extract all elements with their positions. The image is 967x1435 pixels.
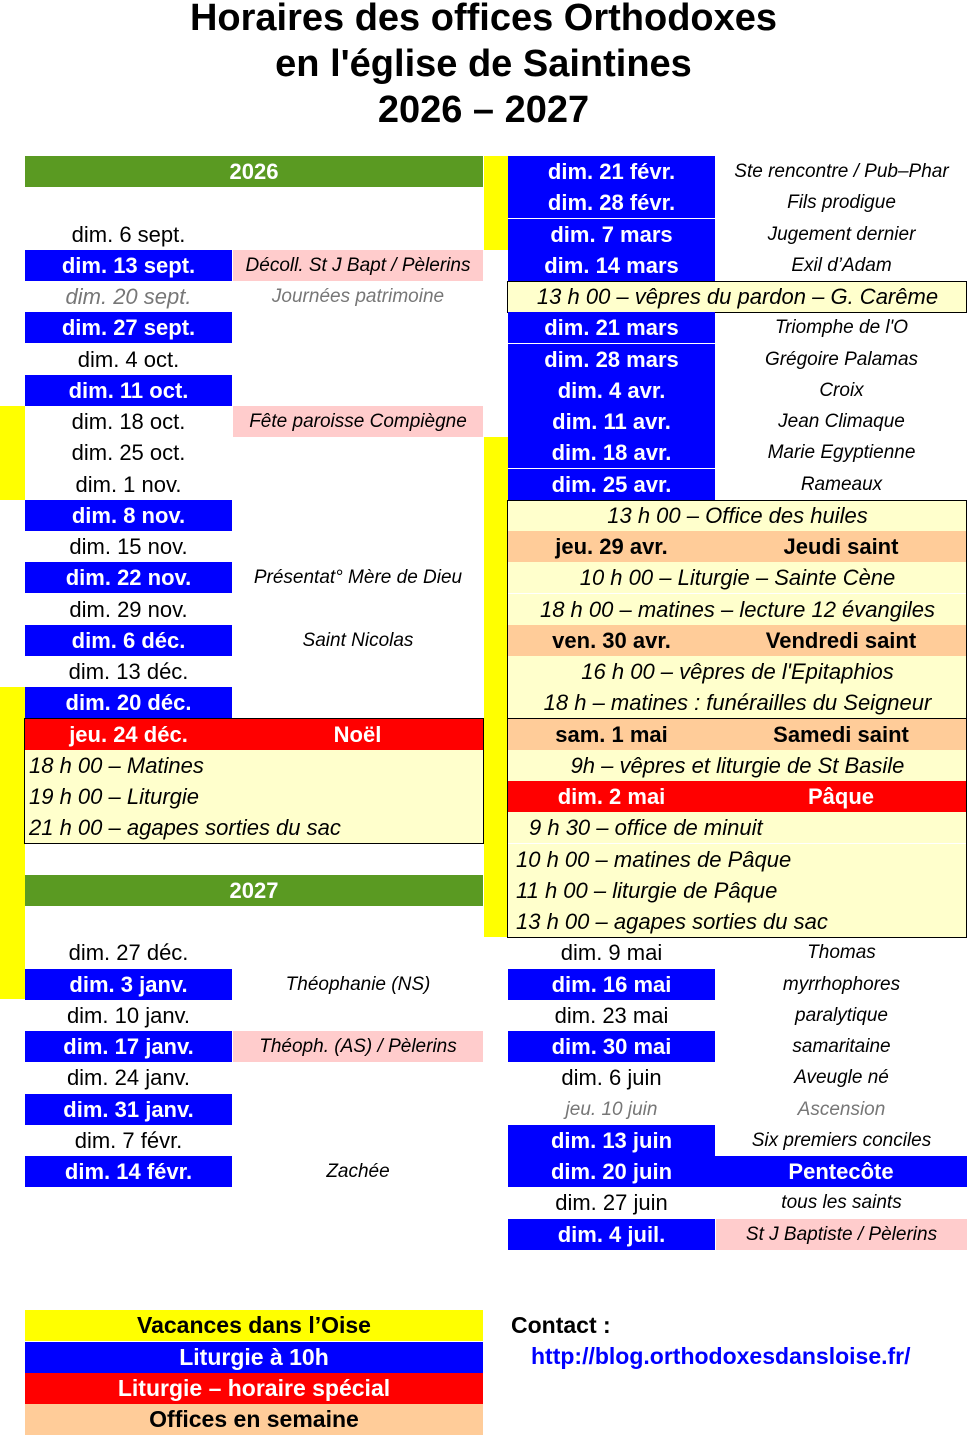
holiday-bar	[484, 156, 508, 250]
holiday-bar	[0, 687, 25, 999]
page-title	[0, 0, 967, 133]
holy-saturday-name: Samedi saint	[715, 719, 967, 750]
date-cell: dim. 13 sept.	[25, 250, 232, 281]
christmas-line: 19 h 00 – Liturgie	[25, 781, 483, 812]
event-cell: Marie Egyptienne	[767, 442, 916, 463]
date-cell: dim. 10 janv.	[66, 1003, 191, 1028]
date-cell: dim. 25 avr.	[508, 469, 715, 500]
date-cell: dim. 18 avr.	[508, 437, 715, 468]
date-cell: dim. 11 oct.	[25, 375, 232, 406]
date-cell: dim. 28 mars	[508, 344, 715, 375]
date-cell: dim. 27 juin	[555, 1190, 668, 1215]
date-cell: dim. 25 oct.	[71, 440, 186, 465]
title-line-2: en l'église de Saintines	[275, 43, 692, 85]
easter-line: 10 h 00 – matines de Pâque	[508, 844, 967, 875]
date-cell: dim. 13 juin	[508, 1125, 715, 1156]
holy-week-line: 10 h 00 – Liturgie – Sainte Cène	[508, 562, 967, 593]
date-cell: dim. 27 déc.	[68, 940, 189, 965]
date-cell: dim. 6 juin	[561, 1065, 662, 1090]
date-cell: dim. 6 déc.	[25, 625, 232, 656]
christmas-line: 18 h 00 – Matines	[25, 750, 483, 781]
date-cell: dim. 7 mars	[508, 219, 715, 250]
holy-week-line: 16 h 00 – vêpres de l'Epitaphios	[508, 656, 967, 687]
date-cell: dim. 21 févr.	[508, 156, 715, 187]
event-cell: Ascension	[797, 1099, 886, 1120]
event-cell: Saint Nicolas	[302, 630, 414, 651]
contact-label: Contact :	[511, 1312, 611, 1338]
date-cell: dim. 24 janv.	[66, 1065, 191, 1090]
date-cell: dim. 20 sept.	[65, 284, 192, 309]
christmas-feast: Noël	[232, 719, 483, 750]
contact-link[interactable]: http://blog.orthodoxesdansloise.fr/	[531, 1343, 911, 1369]
event-cell: St J Baptiste / Pèlerins	[716, 1219, 967, 1250]
date-cell: jeu. 10 juin	[565, 1099, 658, 1120]
easter-line: 9 h 30 – office de minuit	[508, 812, 967, 843]
date-cell: dim. 1 nov.	[75, 472, 182, 497]
event-cell: Thomas	[807, 942, 876, 963]
date-cell: dim. 7 févr.	[74, 1128, 183, 1153]
date-cell: dim. 8 nov.	[25, 500, 232, 531]
title-line-3: 2026 – 2027	[377, 89, 590, 131]
christmas-line: 21 h 00 – agapes sorties du sac	[25, 812, 483, 843]
legend-weekday: Offices en semaine	[25, 1404, 483, 1435]
event-cell: Ste rencontre / Pub–Phar	[734, 161, 949, 182]
date-cell: dim. 15 nov.	[69, 534, 188, 559]
date-cell: dim. 20 déc.	[25, 687, 232, 718]
date-cell: dim. 4 avr.	[508, 375, 715, 406]
event-cell: Aveugle né	[794, 1067, 889, 1088]
holy-week-line: 9h – vêpres et liturgie de St Basile	[508, 750, 967, 781]
event-cell: Fils prodigue	[787, 192, 896, 213]
event-cell: Six premiers conciles	[751, 1130, 932, 1151]
event-cell: Jean Climaque	[778, 411, 905, 432]
year-header-2026: 2026	[25, 156, 483, 187]
holy-thursday-date: jeu. 29 avr.	[508, 531, 715, 562]
holy-friday-name: Vendredi saint	[715, 625, 967, 656]
date-cell: dim. 9 mai	[560, 940, 663, 965]
event-cell: Théophanie (NS)	[285, 974, 431, 995]
easter-line: 13 h 00 – agapes sorties du sac	[508, 906, 967, 937]
date-cell: dim. 4 juil.	[508, 1219, 715, 1250]
date-cell: dim. 21 mars	[508, 312, 715, 343]
easter-name: Pâque	[715, 781, 967, 812]
office-huiles: 13 h 00 – Office des huiles	[508, 500, 967, 531]
date-cell: dim. 4 oct.	[77, 347, 180, 372]
event-cell: paralytique	[795, 1005, 888, 1026]
title-line-1: Horaires des offices Orthodoxes	[189, 0, 778, 39]
date-cell: dim. 17 janv.	[25, 1031, 232, 1062]
event-cell: samaritaine	[792, 1036, 891, 1057]
event-cell: Triomphe de l'O	[774, 317, 909, 338]
easter-date: dim. 2 mai	[508, 781, 715, 812]
event-cell: Théoph. (AS) / Pèlerins	[233, 1031, 483, 1062]
date-cell: dim. 18 oct.	[71, 409, 186, 434]
christmas-date: jeu. 24 déc.	[25, 719, 232, 750]
holiday-bar	[0, 406, 25, 500]
date-cell: dim. 14 mars	[508, 250, 715, 281]
date-cell: dim. 31 janv.	[25, 1094, 232, 1125]
date-cell: dim. 23 mai	[554, 1003, 669, 1028]
event-cell: Zachée	[326, 1161, 390, 1182]
date-cell: dim. 3 janv.	[25, 969, 232, 1000]
event-cell: Exil d’Adam	[791, 255, 892, 276]
event-cell: Présentat° Mère de Dieu	[253, 567, 463, 588]
legend-holidays: Vacances dans l’Oise	[25, 1310, 483, 1341]
event-cell: Décoll. St J Bapt / Pèlerins	[233, 250, 483, 281]
date-cell: dim. 14 févr.	[25, 1156, 232, 1187]
event-cell: Fête paroisse Compiègne	[233, 406, 483, 437]
date-cell: dim. 30 mai	[508, 1031, 715, 1062]
pardon-vespers: 13 h 00 – vêpres du pardon – G. Carême	[508, 281, 967, 312]
date-cell: dim. 29 nov.	[69, 597, 188, 622]
event-cell: Croix	[819, 380, 864, 401]
date-cell: dim. 20 juin	[508, 1156, 715, 1187]
year-header-2027: 2027	[25, 875, 483, 906]
date-cell: dim. 13 déc.	[68, 659, 189, 684]
pentecost-cell: Pentecôte	[715, 1156, 967, 1187]
holy-saturday-date: sam. 1 mai	[508, 719, 715, 750]
event-cell: tous les saints	[781, 1192, 902, 1213]
date-cell: dim. 16 mai	[508, 969, 715, 1000]
date-cell: dim. 11 avr.	[508, 406, 715, 437]
event-cell: Rameaux	[800, 474, 883, 495]
date-cell: dim. 27 sept.	[25, 312, 232, 343]
holy-week-line: 18 h – matines : funérailles du Seigneur	[508, 687, 967, 718]
event-cell: myrrhophores	[782, 974, 901, 995]
easter-line: 11 h 00 – liturgie de Pâque	[508, 875, 967, 906]
holiday-bar	[484, 437, 508, 937]
holy-thursday-name: Jeudi saint	[715, 531, 967, 562]
event-cell: Journées patrimoine	[271, 286, 445, 307]
date-cell: dim. 6 sept.	[71, 222, 186, 247]
event-cell: Jugement dernier	[767, 224, 916, 245]
legend-special: Liturgie – horaire spécial	[25, 1373, 483, 1404]
date-cell: dim. 28 févr.	[508, 187, 715, 218]
holy-week-line: 18 h 00 – matines – lecture 12 évangiles	[508, 594, 967, 625]
date-cell: dim. 22 nov.	[25, 562, 232, 593]
legend-liturgy-10h: Liturgie à 10h	[25, 1342, 483, 1373]
holy-friday-date: ven. 30 avr.	[508, 625, 715, 656]
event-cell: Grégoire Palamas	[764, 349, 919, 370]
